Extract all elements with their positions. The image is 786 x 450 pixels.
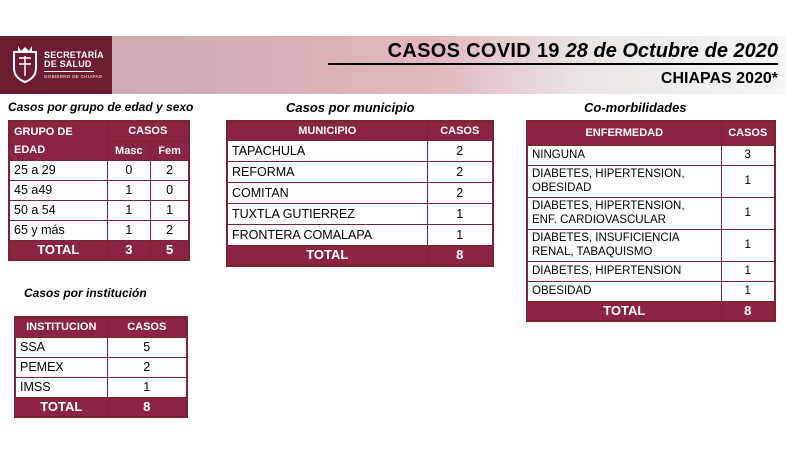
total-label: TOTAL: [227, 246, 427, 266]
table-row: [527, 229, 775, 261]
total-label: TOTAL: [9, 240, 107, 260]
table-row: [527, 145, 775, 165]
row-casos: 1: [721, 281, 775, 301]
total-value: 8: [721, 301, 775, 321]
table-row: [9, 220, 189, 240]
total-value: 8: [107, 397, 187, 417]
row-label: DIABETES, INSUFICIENCIA RENAL, TABAQUISMO: [527, 229, 721, 261]
row-label: REFORMA: [227, 162, 427, 183]
row-fem: 0: [151, 180, 189, 200]
row-label: IMSS: [15, 377, 107, 397]
table-row: [15, 357, 187, 377]
total-row: [9, 240, 189, 260]
row-label: DIABETES, HIPERTENSION: [527, 261, 721, 281]
total-label: TOTAL: [15, 397, 107, 417]
table-row: [527, 281, 775, 301]
table-row: [527, 261, 775, 281]
col-casos: CASOS: [107, 317, 187, 337]
row-casos: 2: [427, 162, 493, 183]
row-label: 65 y más: [9, 220, 107, 240]
col-casos: CASOS: [721, 121, 775, 145]
table-row: [9, 160, 189, 180]
col-grupo-edad: GRUPO DE EDAD: [9, 121, 107, 160]
edad-table: [8, 120, 190, 261]
municipio-table: [226, 120, 494, 267]
total-masc: 3: [107, 240, 151, 260]
row-masc: 1: [107, 180, 151, 200]
table-row: [227, 183, 493, 204]
region-label: CHIAPAS 2020*: [660, 70, 778, 87]
row-casos: 1: [107, 377, 187, 397]
row-casos: 2: [107, 357, 187, 377]
row-casos: 1: [721, 197, 775, 229]
row-label: PEMEX: [15, 357, 107, 377]
row-label: 25 a 29: [9, 160, 107, 180]
comorbilidades-table: [526, 120, 776, 322]
title-underline: [328, 63, 778, 65]
title-main: CASOS COVID 19: [387, 39, 560, 62]
col-casos: CASOS: [107, 121, 189, 141]
row-label: 50 a 54: [9, 200, 107, 220]
row-fem: 2: [151, 160, 189, 180]
row-label: SSA: [15, 337, 107, 357]
row-masc: 0: [107, 160, 151, 180]
logo-text: SECRETARÍA DE SALUD: [44, 50, 104, 69]
row-casos: 1: [427, 225, 493, 246]
col-fem: Fem: [151, 141, 189, 160]
row-label: OBESIDAD: [527, 281, 721, 301]
row-masc: 1: [107, 200, 151, 220]
row-masc: 1: [107, 220, 151, 240]
row-label: FRONTERA COMALAPA: [227, 225, 427, 246]
section-title-municipio: Casos por municipio: [286, 100, 415, 115]
table-row: [527, 165, 775, 197]
section-title-edad: Casos por grupo de edad y sexo: [8, 100, 194, 114]
col-institucion: INSTITUCION: [15, 317, 107, 337]
table-row: [227, 225, 493, 246]
total-row: [227, 246, 493, 266]
row-label: DIABETES, HIPERTENSION, OBESIDAD: [527, 165, 721, 197]
table-row: [527, 197, 775, 229]
row-label: NINGUNA: [527, 145, 721, 165]
row-casos: 1: [721, 261, 775, 281]
section-title-institucion: Casos por institución: [24, 286, 147, 300]
col-municipio: MUNICIPIO: [227, 121, 427, 141]
total-row: [527, 301, 775, 321]
row-label: 45 a49: [9, 180, 107, 200]
institucion-table: [14, 316, 188, 418]
logo-divider: [44, 71, 94, 72]
total-row: [15, 397, 187, 417]
row-label: DIABETES, HIPERTENSION, ENF. CARDIOVASCULAR: [527, 197, 721, 229]
col-enfermedad: ENFERMEDAD: [527, 121, 721, 145]
coat-of-arms-icon: [10, 44, 40, 84]
table-row: [15, 337, 187, 357]
col-casos: CASOS: [427, 121, 493, 141]
total-label: TOTAL: [527, 301, 721, 321]
table-row: [9, 200, 189, 220]
table-row: [15, 377, 187, 397]
row-casos: 1: [427, 204, 493, 225]
row-casos: 2: [427, 183, 493, 204]
table-row: [227, 141, 493, 162]
total-fem: 5: [151, 240, 189, 260]
logo-subtext: GOBIERNO DE CHIAPAS: [44, 74, 103, 79]
total-value: 8: [427, 246, 493, 266]
row-casos: 2: [427, 141, 493, 162]
section-title-comorbilidades: Co-morbilidades: [584, 100, 687, 115]
table-row: [9, 180, 189, 200]
row-casos: 1: [721, 165, 775, 197]
col-masc: Masc: [107, 141, 151, 160]
title-date: 28 de Octubre de 2020: [565, 39, 778, 62]
row-label: TUXTLA GUTIERREZ: [227, 204, 427, 225]
row-casos: 3: [721, 145, 775, 165]
row-casos: 5: [107, 337, 187, 357]
table-row: [227, 204, 493, 225]
page-title: [388, 37, 778, 65]
table-row: [227, 162, 493, 183]
row-casos: 1: [721, 229, 775, 261]
row-fem: 1: [151, 200, 189, 220]
row-label: TAPACHULA: [227, 141, 427, 162]
row-fem: 2: [151, 220, 189, 240]
row-label: COMITAN: [227, 183, 427, 204]
